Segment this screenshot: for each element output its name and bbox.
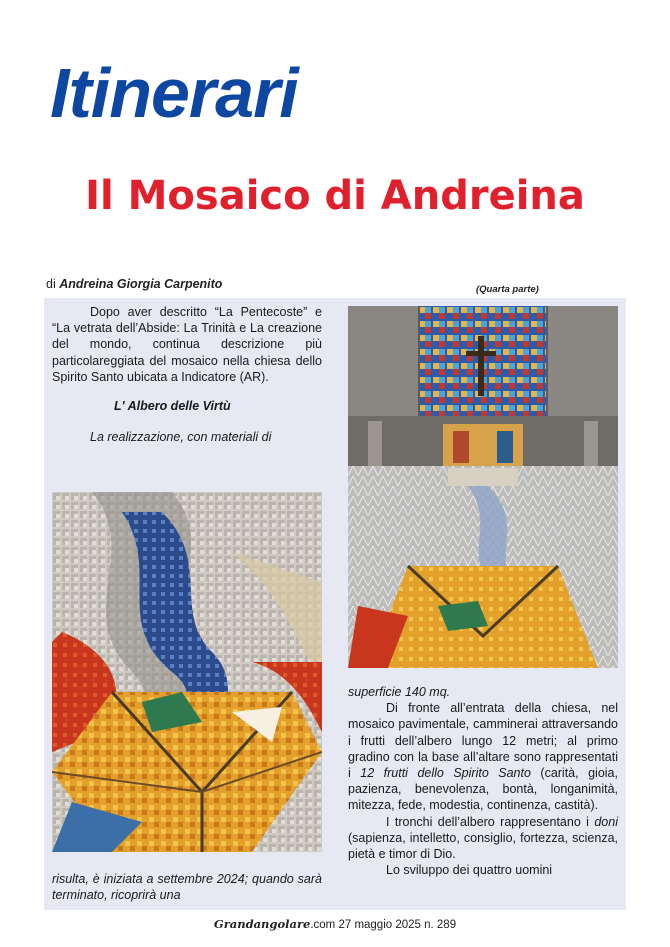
- article-headline: Il Mosaico di Andreina: [85, 173, 585, 219]
- part-label: (Quarta parte): [476, 284, 539, 295]
- byline-prefix: di: [46, 277, 56, 291]
- left-column: [52, 304, 322, 445]
- paragraph-fruits-start: Di fronte all’entrata della chiesa, nel mosaico pavimentale, camminerai attraversando i frutti dell’albero lungo 12 metri; al primo gradino con la base all’altare sono rappresentati i: [348, 701, 618, 781]
- subheading: L' Albero delle Virtù: [114, 399, 231, 414]
- paragraph-fruits-end: (carità, gioia, pazienza, benevolenza, bontà, longanimità, mitezza, fede, modestia, continenza, castità).: [348, 766, 618, 813]
- paragraph-four-men: Lo sviluppo dei quattro uomini: [386, 863, 553, 878]
- bottom-left-text: risulta, è iniziata a settembre 2024; quando sarà terminato, ricoprirà una: [52, 872, 322, 903]
- footer-date-issue: 27 maggio 2025 n. 289: [338, 919, 457, 931]
- section-title: Itinerari: [50, 54, 298, 132]
- paragraph-gifts-end: (sapienza, intelletto, consiglio, fortezza, scienza, pietà e timor di Dio.: [348, 830, 618, 862]
- paragraph-gifts-start: I tronchi dell’albero rappresentano i: [386, 814, 589, 829]
- footer: [0, 917, 670, 931]
- footer-domain: .com: [310, 919, 336, 931]
- footer-brand: Grandangolare: [213, 917, 311, 931]
- paragraph-gifts-emphasis: doni: [594, 814, 618, 829]
- intro-paragraph: Dopo aver descritto “La Pentecoste” e “La vetrata dell’Abside: La Trinità e La creazione del mondo, continua descrizione più particolareggiata del mosaico nella chiesa dello Spirito Santo ubicata a Indicatore (AR).: [52, 305, 322, 384]
- lead-paragraph: La realizzazione, con materiali di: [90, 430, 272, 445]
- mosaic-floor-photo: [52, 492, 322, 852]
- right-column: [348, 684, 618, 878]
- church-interior-photo: [348, 306, 618, 668]
- paragraph-gifts: [348, 814, 618, 863]
- left-column-bottom: [52, 871, 322, 903]
- byline: [46, 277, 222, 291]
- continuation-text: superficie 140 mq.: [348, 685, 451, 699]
- paragraph-fruits-emphasis: 12 frutti dello Spirito Santo: [360, 766, 531, 781]
- paragraph-fruits: [348, 700, 618, 813]
- author-name: Andreina Giorgia Carpenito: [59, 277, 223, 291]
